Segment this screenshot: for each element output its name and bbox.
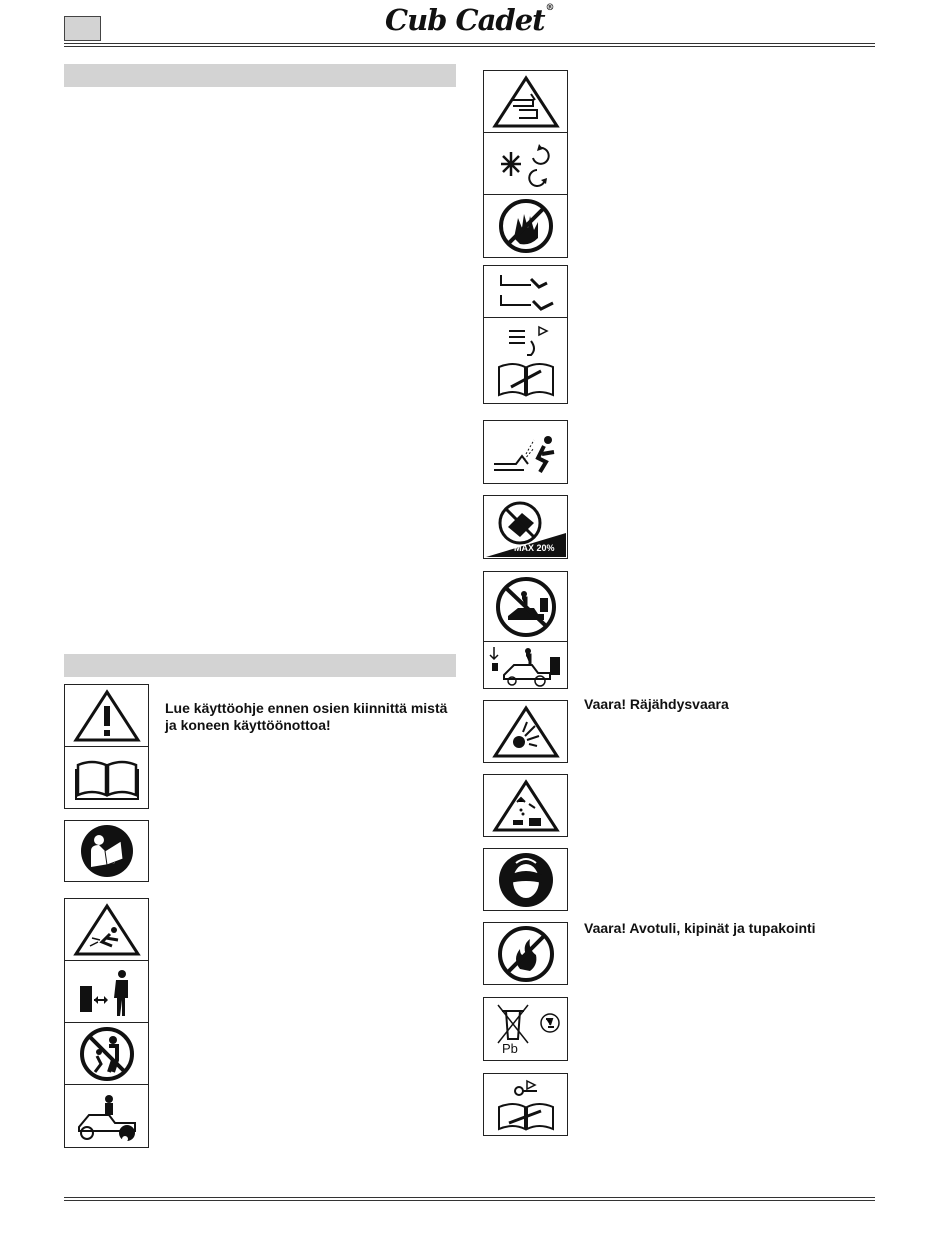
- eye-protection-icon: [484, 849, 567, 910]
- thrown-objects-icon: [484, 421, 567, 483]
- thrown-objects-box: [483, 420, 568, 484]
- slope-box: [483, 495, 568, 559]
- footer-rule: [64, 1197, 875, 1198]
- no-fire-icon: [484, 923, 567, 984]
- section-bar-1: [64, 64, 456, 87]
- parking-brake-icon: [484, 266, 567, 318]
- page-number-box: [64, 16, 101, 41]
- header-rule: [64, 43, 875, 44]
- corrosive-box: [483, 774, 568, 837]
- corrosive-warning-icon: [484, 775, 567, 836]
- header-rule-2: [64, 46, 875, 47]
- no-passenger-icon: [484, 572, 567, 642]
- no-hands-icon: [484, 195, 567, 257]
- icon-group-safety: [64, 898, 149, 1148]
- icon-group-blades: [483, 70, 568, 258]
- fire-text: Vaara! Avotuli, kipinät ja tupakointi: [584, 920, 816, 936]
- no-fire-box: [483, 922, 568, 985]
- thrown-objects-triangle-icon: [65, 899, 148, 961]
- brand-logo: Cub Cadet®: [385, 3, 554, 37]
- tip-over-slope-icon: [484, 496, 567, 558]
- lead-label: Pb: [502, 1041, 518, 1056]
- slope-label: MAX 20%: [514, 543, 555, 553]
- warning-triangle-icon: [65, 685, 148, 747]
- icon-group-passenger: [483, 571, 568, 689]
- remove-key-manual-icon: [484, 318, 567, 404]
- hand-crush-warning-icon: [484, 71, 567, 133]
- rotating-blade-icon: [484, 133, 567, 195]
- eye-protection-box: [483, 848, 568, 911]
- icon-group-warning-manual: [64, 684, 149, 809]
- icon-group-park: [483, 265, 568, 404]
- no-children-icon: [65, 1023, 148, 1085]
- mower-passenger-icon: [484, 642, 567, 688]
- keep-distance-icon: [65, 961, 148, 1023]
- recycle-battery-icon: [484, 998, 567, 1060]
- read-manual-text: Lue käyttöohje ennen osien kiinnittä mistä ja koneen käyttöönottoa!: [165, 700, 448, 733]
- explosion-box: [483, 700, 568, 763]
- service-manual-icon: [484, 1074, 567, 1135]
- explosion-warning-icon: [484, 701, 567, 762]
- mower-rider-icon: [65, 1085, 148, 1147]
- section-bar-2: [64, 654, 456, 677]
- service-box: [483, 1073, 568, 1136]
- read-manual-icon: [65, 821, 148, 881]
- manual-book-icon: [65, 747, 148, 809]
- read-manual-icon-box: [64, 820, 149, 882]
- footer-rule-2: [64, 1200, 875, 1201]
- explosion-text: Vaara! Räjähdysvaara: [584, 696, 729, 712]
- recycle-box: [483, 997, 568, 1061]
